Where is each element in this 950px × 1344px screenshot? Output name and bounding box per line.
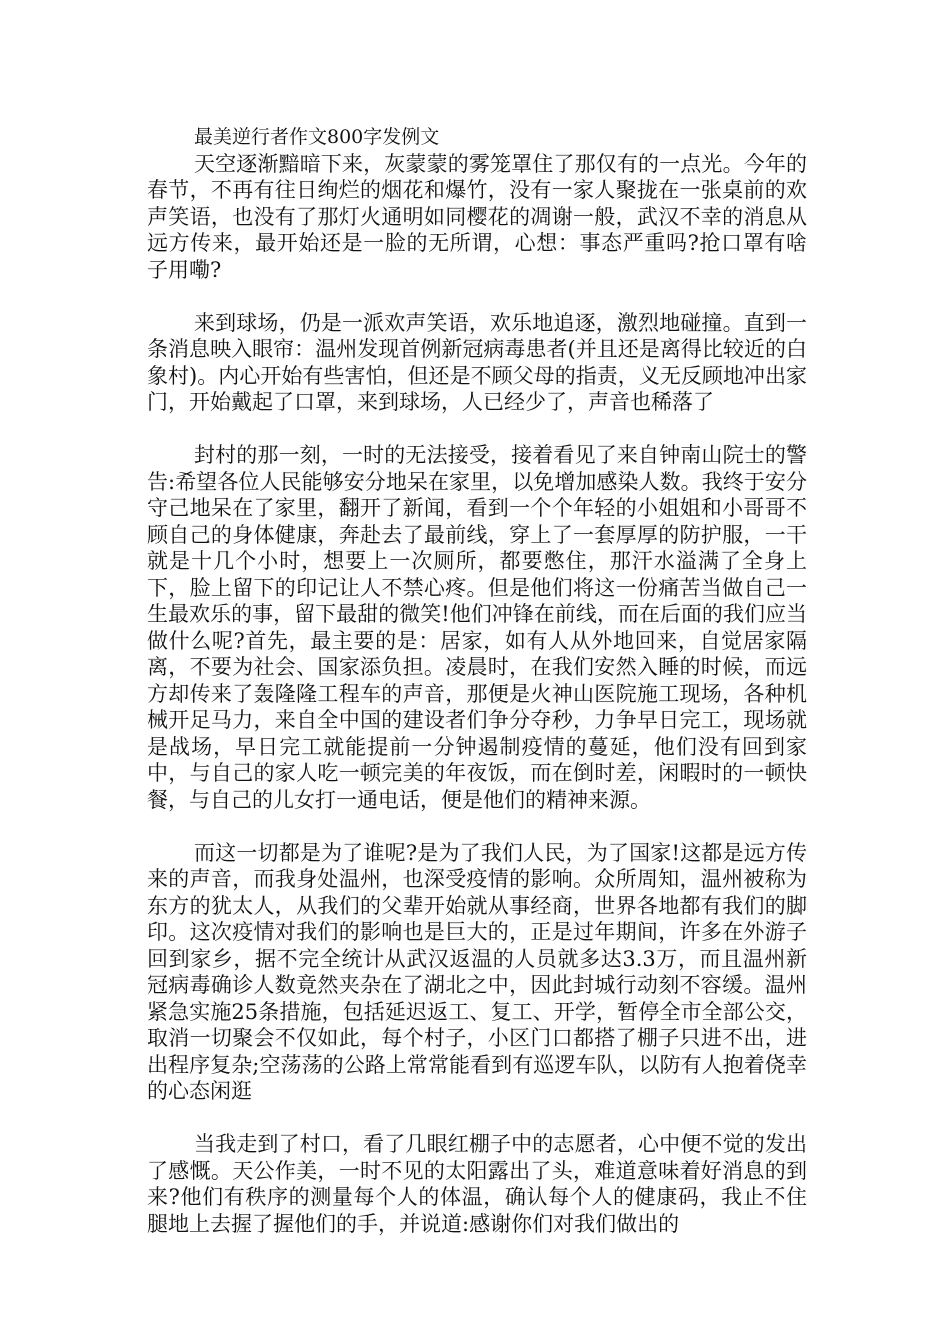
paragraph-3: 封村的那一刻，一时的无法接受，接着看见了来自钟南山院士的警告:希望各位人民能够安分地呆在家里，以免增加感染人数。我终于安分守己地呆在了家里，翻开了新闻，看到一个个年轻的小姐姐和小哥哥不顾自己的身体健康，奔赴去了最前线，穿上了一套厚厚的防护服，一干就是十几个小时，想要上一次厕所，都要憋住，那汗水溢满了全身上下，脸上留下的印记让人不禁心疼。但是他们将这一份痛苦当做自己一生最欢乐的事，留下最甜的微笑!他们冲锋在前线，而在后面的我们应当做什么呢?首先，最主要的是：居家，如有人从外地回来，自觉居家隔离，不要为社会、国家添负担。凌晨时，在我们安然入睡的时候，而远方却传来了轰隆隆工程车的声音，那便是火神山医院施工现场，各种机械开足马力，来自全中国的建设者们争分夺秒，力争早日完工，现场就是战场，早日完工就能提前一分钟遏制疫情的蔓延，他们没有回到家中，与自己的家人吃一顿完美的年夜饭，而在倒时差，闲暇时的一顿快餐，与自己的儿女打一通电话，便是他们的精神来源。 — [147, 443, 807, 812]
paragraph-2: 来到球场，仍是一派欢声笑语，欢乐地追逐，激烈地碰撞。直到一条消息映入眼帘：温州发现首例新冠病毒患者(并且还是离得比较近的白象村)。内心开始有些害怕，但还是不顾父母的指责，义无反顾地冲出家门，开始戴起了口罩，来到球场，人已经少了，声音也稀落了 — [147, 310, 807, 414]
document-title: 最美逆行者作文800字发例文 — [194, 126, 440, 148]
paragraph-5: 当我走到了村口，看了几眼红棚子中的志愿者，心中便不觉的发出了感慨。天公作美，一时不见的太阳露出了头，难道意味着好消息的到来?他们有秩序的测量每个人的体温，确认每个人的健康码，我止不住腿地上去握了握他们的手，并说道:感谢你们对我们做出的 — [147, 1132, 807, 1236]
paragraph-1: 天空逐渐黯暗下来，灰蒙蒙的雾笼罩住了那仅有的一点光。今年的春节，不再有往日绚烂的烟花和爆竹，没有一家人聚拢在一张桌前的欢声笑语，也没有了那灯火通明如同樱花的凋谢一般，武汉不幸的消息从远方传来，最开始还是一脸的无所谓，心想：事态严重吗?抢口罩有啥子用嘞? — [147, 151, 807, 282]
document-page — [147, 124, 807, 1264]
paragraph-4: 而这一切都是为了谁呢?是为了我们人民，为了国家!这都是远方传来的声音，而我身处温州，也深受疫情的影响。众所周知，温州被称为东方的犹太人，从我们的父辈开始就从事经商，世界各地都有我们的脚印。这次疫情对我们的影响也是巨大的，正是过年期间，许多在外游子回到家乡，据不完全统计从武汉返温的人员就多达3.3万，而且温州新冠病毒确诊人数竟然夹杂在了湖北之中，因此封城行动刻不容缓。温州紧急实施25条措施，包括延迟返工、复工、开学，暂停全市全部公交，取消一切聚会不仅如此，每个村子，小区门口都搭了棚子只进不出，进出程序复杂;空荡荡的公路上常常能看到有巡逻车队，以防有人抱着侥幸的心态闲逛 — [147, 840, 807, 1103]
